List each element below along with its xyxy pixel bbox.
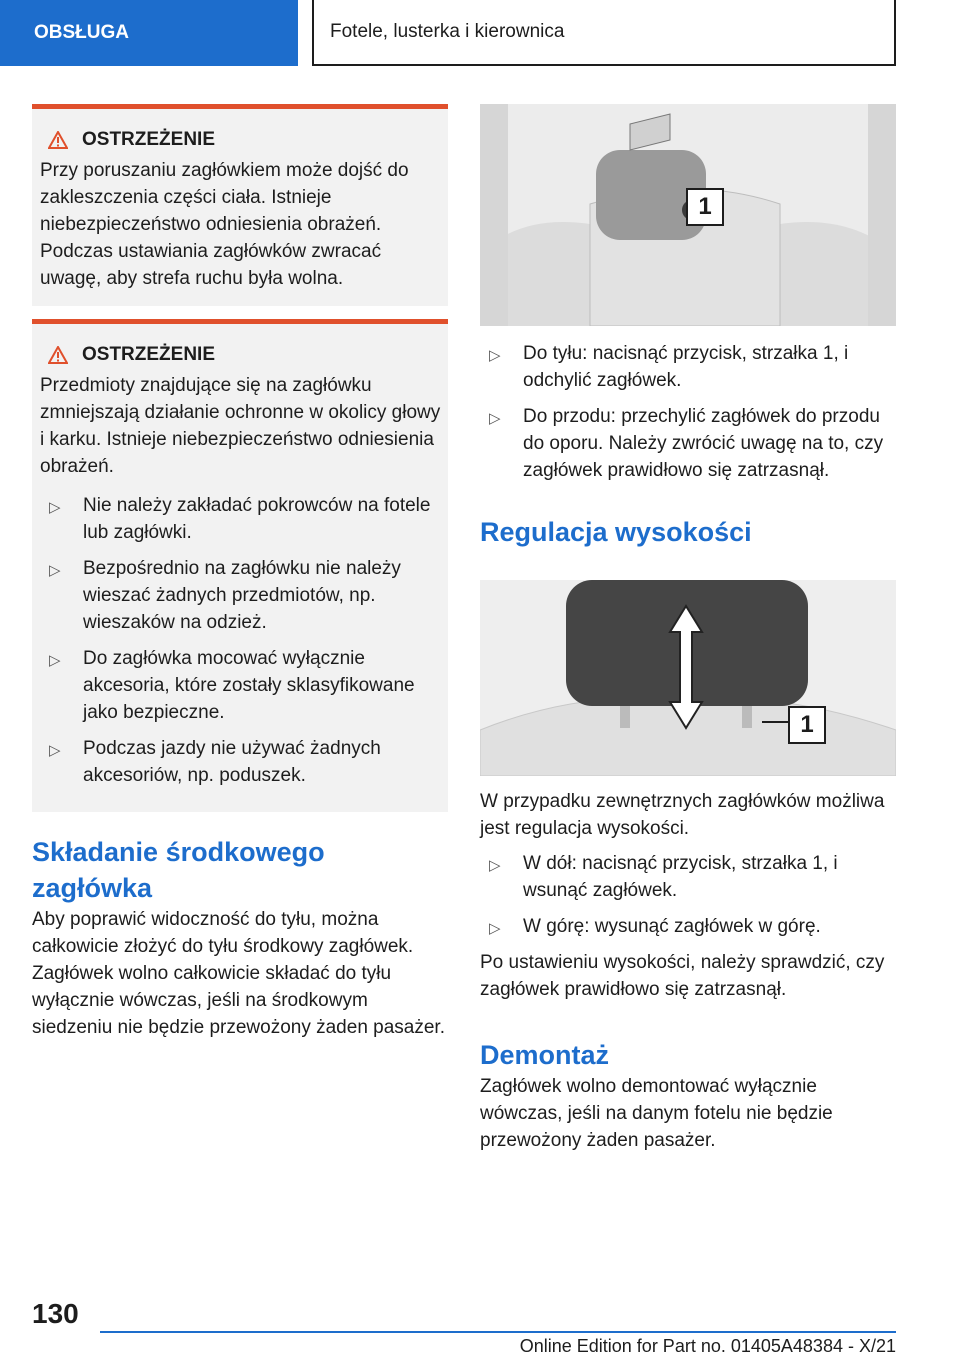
edition-note: Online Edition for Part no. 01405A48384 - X/21 bbox=[519, 1336, 896, 1356]
section-text: Zagłówek wolno demontować wyłącznie wówczas, jeśli na danym fotelu nie będzie przewożony żaden pasażer. bbox=[480, 1076, 833, 1151]
warning-text: Przy poruszaniu zagłówkiem może dojść do zakleszczenia części ciała. Istnieje niebezpieczeństwo odniesienia obrażeń. Podczas ustawiania zagłówków zwracać uwagę, aby strefa ruchu była wolna. bbox=[40, 160, 409, 289]
callout-label: 1 bbox=[788, 706, 826, 744]
list-item: ▷ Nie należy zakładać pokrowców na fotele lub zagłówki. bbox=[49, 495, 431, 543]
warning-box-1 bbox=[32, 104, 448, 306]
height-steps-list bbox=[480, 850, 896, 940]
list-item: ▷ Do tyłu: nacisnąć przycisk, strzałka 1, i odchylić zagłówek. bbox=[489, 343, 849, 391]
page-header-title: Fotele, lusterka i kierownica bbox=[312, 0, 896, 66]
section-tab: OBSŁUGA bbox=[0, 0, 298, 66]
warning-bullet-list bbox=[40, 492, 442, 789]
warning-title: OSTRZEŻENIE bbox=[82, 129, 216, 150]
section-heading: Regulacja wysokości bbox=[480, 517, 752, 547]
warning-triangle-icon bbox=[48, 346, 68, 364]
section-outro: Po ustawieniu wysokości, należy sprawdzić, czy zagłówek prawidłowo się zatrzasnął. bbox=[480, 952, 885, 1000]
callout-label: 1 bbox=[686, 188, 724, 226]
page-number: 130 bbox=[32, 1298, 79, 1329]
headrest-height-drawing bbox=[480, 580, 896, 776]
section-text: Aby poprawić widoczność do tyłu, można całkowicie złożyć do tyłu środkowy zagłówek. Zagłówek wolno całkowicie składać do tyłu wyłącznie wówczas, jeśli na środkowym siedzeniu nie będzie przewożony żaden pasażer. bbox=[32, 909, 445, 1038]
list-item: ▷ Do przodu: przechylić zagłówek do przodu do oporu. Należy zwrócić uwagę na to, czy zagłówek prawidłowo się zatrzasnął. bbox=[489, 406, 884, 481]
triangle-bullet-icon: ▷ bbox=[49, 742, 61, 759]
list-item: ▷ Do zagłówka mocować wyłącznie akcesoria, które zostały sklasyfikowane jako bezpieczne. bbox=[49, 648, 415, 723]
triangle-bullet-icon: ▷ bbox=[489, 347, 501, 364]
triangle-bullet-icon: ▷ bbox=[49, 499, 61, 516]
fold-steps-list bbox=[480, 340, 896, 484]
section-heading: Składanie środkowego zagłówka bbox=[32, 837, 325, 903]
right-column bbox=[480, 104, 896, 1154]
list-item: ▷ Bezpośrednio na zagłówku nie należy wieszać żadnych przedmiotów, np. wieszaków na odzież. bbox=[49, 558, 401, 633]
warning-text: Przedmioty znajdujące się na zagłówku zmniejszają działanie ochronne w okolicy głowy i karku. Istnieje niebezpieczeństwo odniesienia obrażeń. bbox=[40, 375, 441, 477]
triangle-bullet-icon: ▷ bbox=[489, 857, 501, 874]
headrest-height-illustration bbox=[480, 580, 896, 776]
list-item: ▷ W dół: nacisnąć przycisk, strzałka 1, i wsunąć zagłówek. bbox=[489, 853, 838, 901]
warning-title: OSTRZEŻENIE bbox=[82, 344, 216, 365]
headrest-fold-illustration bbox=[480, 104, 896, 326]
triangle-bullet-icon: ▷ bbox=[489, 920, 501, 937]
section-intro: W przypadku zewnętrznych zagłówków możliwa jest regulacja wysokości. bbox=[480, 791, 885, 839]
list-item: ▷ Podczas jazdy nie używać żadnych akcesoriów, np. poduszek. bbox=[49, 738, 381, 786]
warning-triangle-icon bbox=[48, 131, 68, 149]
section-heading: Demontaż bbox=[480, 1040, 610, 1070]
list-item: ▷ W górę: wysunąć zagłówek w górę. bbox=[480, 913, 896, 940]
left-column bbox=[32, 104, 448, 1041]
warning-box-2 bbox=[32, 319, 448, 812]
triangle-bullet-icon: ▷ bbox=[49, 562, 61, 579]
footer-divider bbox=[100, 1331, 896, 1333]
triangle-bullet-icon: ▷ bbox=[49, 652, 61, 669]
triangle-bullet-icon: ▷ bbox=[489, 410, 501, 427]
